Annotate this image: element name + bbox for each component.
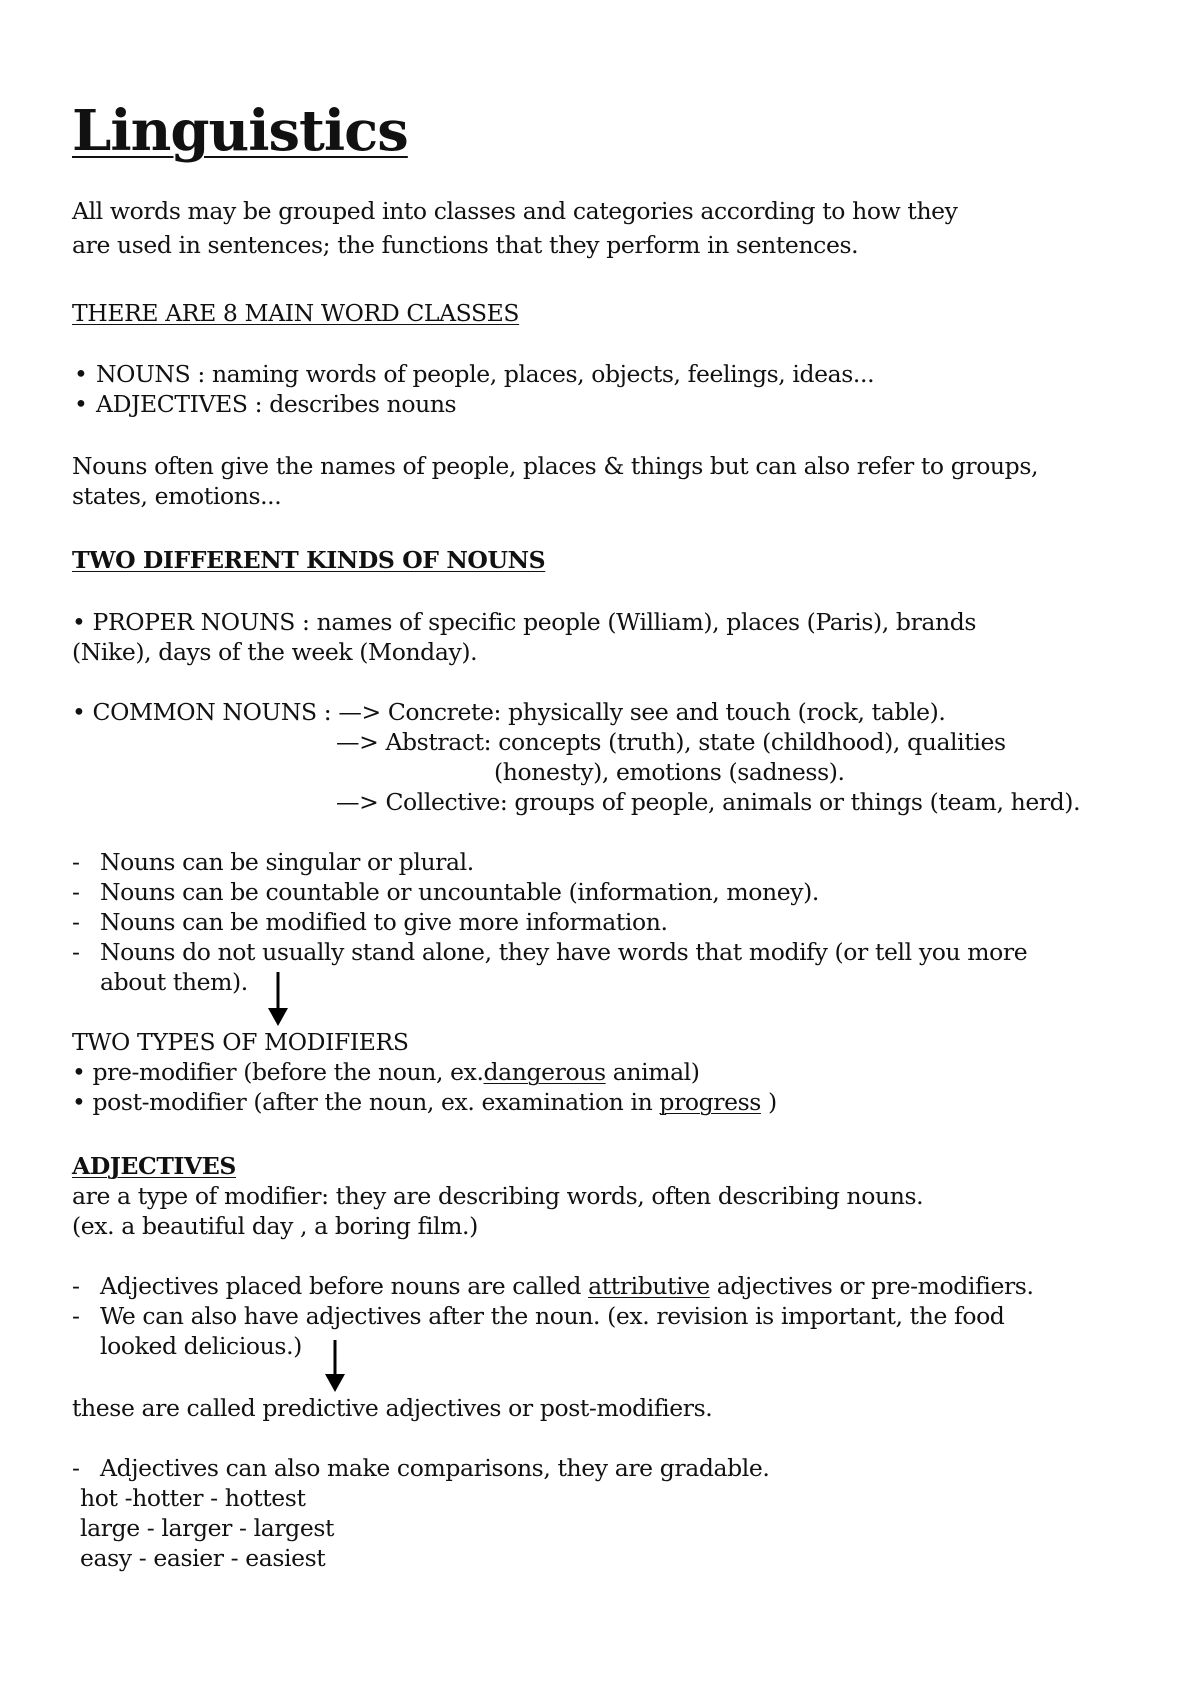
adjective-fact-1-end: adjectives or pre-modifiers. bbox=[709, 1272, 1034, 1300]
dash-marker: - bbox=[72, 848, 80, 876]
arrow-down-icon bbox=[266, 970, 290, 1028]
dash-marker: - bbox=[72, 1454, 80, 1482]
nouns-paragraph-line-1: Nouns often give the names of people, places & things but can also refer to groups, bbox=[72, 452, 1039, 480]
predictive-adjectives-line: these are called predictive adjectives or post-modifiers. bbox=[72, 1394, 713, 1422]
comparison-example-1: hot -hotter - hottest bbox=[80, 1484, 306, 1512]
word-classes-heading: THERE ARE 8 MAIN WORD CLASSES bbox=[72, 299, 520, 327]
pre-modifier-end: animal) bbox=[605, 1058, 700, 1086]
adjectives-definition-line-2: (ex. a beautiful day , a boring film.) bbox=[72, 1212, 478, 1240]
bullet-icon: • bbox=[74, 360, 88, 388]
bullet-icon: • bbox=[74, 390, 88, 418]
proper-nouns-line-1: • PROPER NOUNS : names of specific people (William), places (Paris), brands bbox=[72, 608, 977, 636]
page-title: Linguistics bbox=[72, 98, 408, 164]
intro-line-2: are used in sentences; the functions that they perform in sentences. bbox=[72, 231, 859, 259]
noun-fact-2: Nouns can be countable or uncountable (information, money). bbox=[100, 878, 819, 906]
dash-marker: - bbox=[72, 1272, 80, 1300]
nouns-paragraph-line-2: states, emotions... bbox=[72, 482, 282, 510]
adjectives-heading: ADJECTIVES bbox=[72, 1152, 236, 1180]
attributive-term: attributive bbox=[588, 1272, 710, 1300]
dash-marker: - bbox=[72, 878, 80, 906]
comparison-example-3: easy - easier - easiest bbox=[80, 1544, 326, 1572]
common-nouns-abstract: —> Abstract: concepts (truth), state (childhood), qualities bbox=[336, 728, 1006, 756]
adjective-fact-1 bbox=[100, 1271, 1034, 1301]
noun-fact-4: Nouns do not usually stand alone, they have words that modify (or tell you more bbox=[100, 938, 1028, 966]
common-nouns-collective: —> Collective: groups of people, animals or things (team, herd). bbox=[336, 788, 1081, 816]
noun-fact-1: Nouns can be singular or plural. bbox=[100, 848, 474, 876]
pre-modifier-example: dangerous bbox=[483, 1058, 606, 1086]
post-modifier-example: progress bbox=[659, 1088, 761, 1116]
common-nouns-abstract-cont: (honesty), emotions (sadness). bbox=[494, 758, 845, 786]
noun-fact-3: Nouns can be modified to give more information. bbox=[100, 908, 668, 936]
modifiers-heading: TWO TYPES OF MODIFIERS bbox=[72, 1028, 409, 1056]
dash-marker: - bbox=[72, 908, 80, 936]
dash-marker: - bbox=[72, 1302, 80, 1330]
post-modifier-end: ) bbox=[760, 1088, 777, 1116]
comparison-example-2: large - larger - largest bbox=[80, 1514, 335, 1542]
kinds-of-nouns-heading: TWO DIFFERENT KINDS OF NOUNS bbox=[72, 546, 546, 574]
list-item-adjectives: ADJECTIVES : describes nouns bbox=[96, 390, 457, 418]
pre-modifier-text: • pre-modifier (before the noun, ex. bbox=[72, 1058, 484, 1086]
adjective-fact-2-cont: looked delicious.) bbox=[100, 1332, 302, 1360]
post-modifier-item bbox=[72, 1087, 777, 1117]
post-modifier-text: • post-modifier (after the noun, ex. examination in bbox=[72, 1088, 660, 1116]
adjective-fact-3: Adjectives can also make comparisons, they are gradable. bbox=[100, 1454, 770, 1482]
common-nouns-line-1: • COMMON NOUNS : —> Concrete: physically see and touch (rock, table). bbox=[72, 698, 946, 726]
intro-line-1: All words may be grouped into classes and categories according to how they bbox=[72, 197, 958, 225]
dash-marker: - bbox=[72, 938, 80, 966]
adjective-fact-1-text: Adjectives placed before nouns are called bbox=[100, 1272, 589, 1300]
pre-modifier-item bbox=[72, 1057, 700, 1087]
adjective-fact-2: We can also have adjectives after the noun. (ex. revision is important, the food bbox=[100, 1302, 1005, 1330]
list-item-nouns: NOUNS : naming words of people, places, objects, feelings, ideas... bbox=[96, 360, 875, 388]
arrow-down-icon bbox=[323, 1338, 347, 1394]
adjectives-definition-line-1: are a type of modifier: they are describing words, often describing nouns. bbox=[72, 1182, 924, 1210]
proper-nouns-line-2: (Nike), days of the week (Monday). bbox=[72, 638, 478, 666]
noun-fact-4-cont: about them). bbox=[100, 968, 248, 996]
